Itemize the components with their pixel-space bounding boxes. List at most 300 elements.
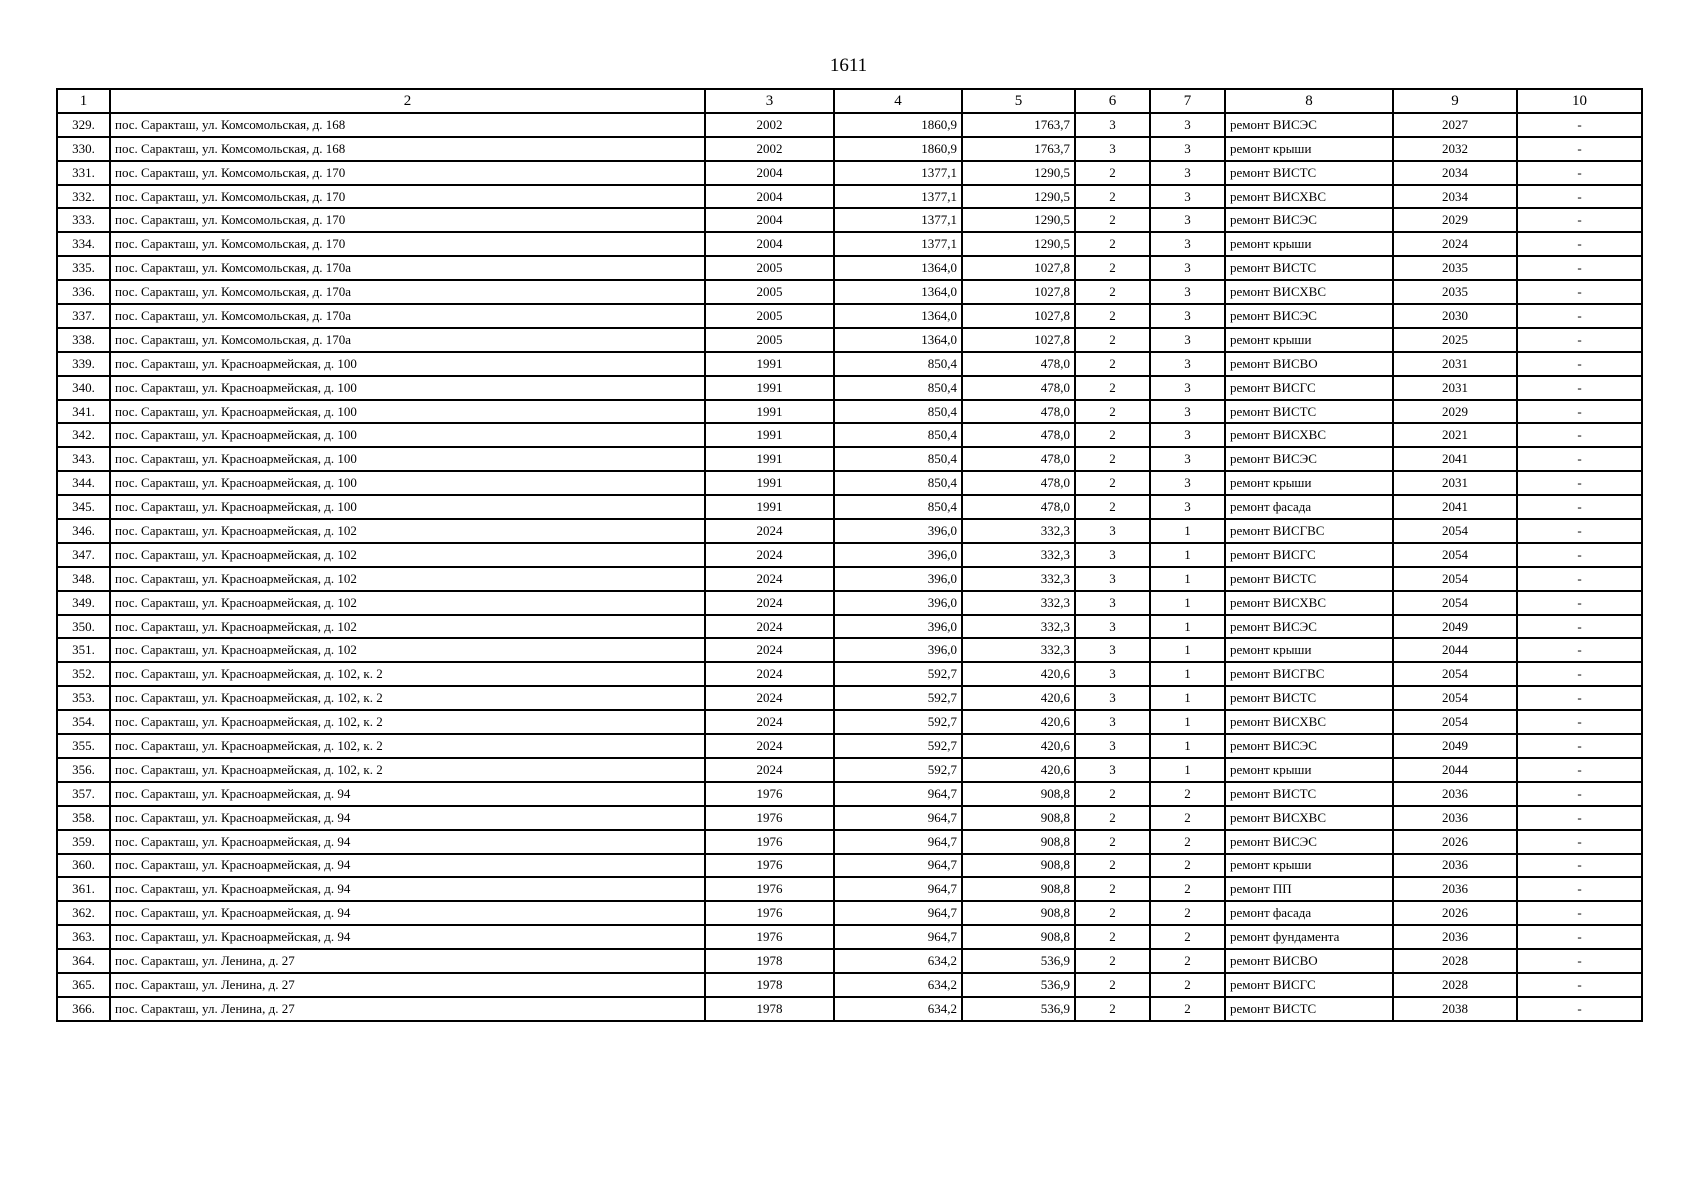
column-header-1: 1 bbox=[57, 89, 110, 113]
address-cell: пос. Саракташ, ул. Красноармейская, д. 100 bbox=[110, 376, 705, 400]
table-row bbox=[57, 901, 1642, 925]
note-cell: - bbox=[1517, 901, 1642, 925]
total-area-cell: 964,7 bbox=[834, 854, 962, 878]
planned-year-cell: 2034 bbox=[1393, 161, 1517, 185]
year-built-cell: 1991 bbox=[705, 352, 834, 376]
row-number-cell: 350. bbox=[57, 615, 110, 639]
planned-year-cell: 2024 bbox=[1393, 232, 1517, 256]
table-row bbox=[57, 423, 1642, 447]
table-row bbox=[57, 352, 1642, 376]
entrances-cell: 3 bbox=[1150, 376, 1225, 400]
floors-cell: 3 bbox=[1075, 734, 1150, 758]
total-area-cell: 634,2 bbox=[834, 997, 962, 1021]
total-area-cell: 850,4 bbox=[834, 471, 962, 495]
table-row bbox=[57, 782, 1642, 806]
year-built-cell: 1991 bbox=[705, 423, 834, 447]
work-type-cell: ремонт ВИСВО bbox=[1225, 949, 1393, 973]
planned-year-cell: 2036 bbox=[1393, 925, 1517, 949]
table-row bbox=[57, 662, 1642, 686]
floors-cell: 2 bbox=[1075, 877, 1150, 901]
note-cell: - bbox=[1517, 662, 1642, 686]
note-cell: - bbox=[1517, 615, 1642, 639]
living-area-cell: 478,0 bbox=[962, 495, 1075, 519]
year-built-cell: 1976 bbox=[705, 925, 834, 949]
note-cell: - bbox=[1517, 997, 1642, 1021]
work-type-cell: ремонт ВИСГС bbox=[1225, 376, 1393, 400]
living-area-cell: 1027,8 bbox=[962, 304, 1075, 328]
note-cell: - bbox=[1517, 782, 1642, 806]
work-type-cell: ремонт ВИСХВС bbox=[1225, 185, 1393, 209]
entrances-cell: 3 bbox=[1150, 471, 1225, 495]
entrances-cell: 3 bbox=[1150, 137, 1225, 161]
entrances-cell: 1 bbox=[1150, 615, 1225, 639]
floors-cell: 3 bbox=[1075, 519, 1150, 543]
living-area-cell: 332,3 bbox=[962, 519, 1075, 543]
work-type-cell: ремонт ВИСХВС bbox=[1225, 710, 1393, 734]
living-area-cell: 420,6 bbox=[962, 686, 1075, 710]
entrances-cell: 3 bbox=[1150, 161, 1225, 185]
column-header-2: 2 bbox=[110, 89, 705, 113]
floors-cell: 3 bbox=[1075, 113, 1150, 137]
address-cell: пос. Саракташ, ул. Красноармейская, д. 94 bbox=[110, 806, 705, 830]
address-cell: пос. Саракташ, ул. Красноармейская, д. 102, к. 2 bbox=[110, 710, 705, 734]
table-row bbox=[57, 973, 1642, 997]
entrances-cell: 3 bbox=[1150, 280, 1225, 304]
planned-year-cell: 2054 bbox=[1393, 710, 1517, 734]
address-cell: пос. Саракташ, ул. Комсомольская, д. 170а bbox=[110, 256, 705, 280]
entrances-cell: 3 bbox=[1150, 423, 1225, 447]
total-area-cell: 396,0 bbox=[834, 638, 962, 662]
planned-year-cell: 2028 bbox=[1393, 973, 1517, 997]
row-number-cell: 342. bbox=[57, 423, 110, 447]
row-number-cell: 338. bbox=[57, 328, 110, 352]
year-built-cell: 2024 bbox=[705, 638, 834, 662]
table-row bbox=[57, 471, 1642, 495]
entrances-cell: 2 bbox=[1150, 854, 1225, 878]
living-area-cell: 332,3 bbox=[962, 567, 1075, 591]
row-number-cell: 366. bbox=[57, 997, 110, 1021]
entrances-cell: 3 bbox=[1150, 328, 1225, 352]
note-cell: - bbox=[1517, 376, 1642, 400]
planned-year-cell: 2049 bbox=[1393, 734, 1517, 758]
row-number-cell: 352. bbox=[57, 662, 110, 686]
address-cell: пос. Саракташ, ул. Красноармейская, д. 102 bbox=[110, 638, 705, 662]
year-built-cell: 2002 bbox=[705, 113, 834, 137]
year-built-cell: 2024 bbox=[705, 519, 834, 543]
work-type-cell: ремонт ВИСХВС bbox=[1225, 423, 1393, 447]
living-area-cell: 332,3 bbox=[962, 615, 1075, 639]
column-header-5: 5 bbox=[962, 89, 1075, 113]
note-cell: - bbox=[1517, 256, 1642, 280]
address-cell: пос. Саракташ, ул. Красноармейская, д. 102 bbox=[110, 567, 705, 591]
note-cell: - bbox=[1517, 519, 1642, 543]
planned-year-cell: 2035 bbox=[1393, 280, 1517, 304]
year-built-cell: 1991 bbox=[705, 400, 834, 424]
address-cell: пос. Саракташ, ул. Красноармейская, д. 100 bbox=[110, 423, 705, 447]
year-built-cell: 2024 bbox=[705, 615, 834, 639]
row-number-cell: 344. bbox=[57, 471, 110, 495]
address-cell: пос. Саракташ, ул. Ленина, д. 27 bbox=[110, 997, 705, 1021]
address-cell: пос. Саракташ, ул. Красноармейская, д. 102 bbox=[110, 543, 705, 567]
planned-year-cell: 2054 bbox=[1393, 591, 1517, 615]
work-type-cell: ремонт ВИСЭС bbox=[1225, 615, 1393, 639]
note-cell: - bbox=[1517, 591, 1642, 615]
floors-cell: 2 bbox=[1075, 949, 1150, 973]
total-area-cell: 850,4 bbox=[834, 352, 962, 376]
total-area-cell: 1364,0 bbox=[834, 256, 962, 280]
note-cell: - bbox=[1517, 830, 1642, 854]
note-cell: - bbox=[1517, 352, 1642, 376]
work-type-cell: ремонт крыши bbox=[1225, 638, 1393, 662]
row-number-cell: 364. bbox=[57, 949, 110, 973]
living-area-cell: 536,9 bbox=[962, 997, 1075, 1021]
note-cell: - bbox=[1517, 304, 1642, 328]
floors-cell: 2 bbox=[1075, 400, 1150, 424]
year-built-cell: 2004 bbox=[705, 208, 834, 232]
year-built-cell: 1978 bbox=[705, 949, 834, 973]
year-built-cell: 1976 bbox=[705, 854, 834, 878]
table-row bbox=[57, 447, 1642, 471]
work-type-cell: ремонт крыши bbox=[1225, 758, 1393, 782]
row-number-cell: 330. bbox=[57, 137, 110, 161]
year-built-cell: 2024 bbox=[705, 758, 834, 782]
address-cell: пос. Саракташ, ул. Красноармейская, д. 102, к. 2 bbox=[110, 734, 705, 758]
entrances-cell: 3 bbox=[1150, 208, 1225, 232]
total-area-cell: 850,4 bbox=[834, 423, 962, 447]
total-area-cell: 1377,1 bbox=[834, 185, 962, 209]
work-type-cell: ремонт ВИСХВС bbox=[1225, 280, 1393, 304]
note-cell: - bbox=[1517, 734, 1642, 758]
year-built-cell: 2024 bbox=[705, 662, 834, 686]
address-cell: пос. Саракташ, ул. Красноармейская, д. 100 bbox=[110, 495, 705, 519]
table-row bbox=[57, 949, 1642, 973]
work-type-cell: ремонт ВИСГВС bbox=[1225, 519, 1393, 543]
address-cell: пос. Саракташ, ул. Красноармейская, д. 100 bbox=[110, 352, 705, 376]
work-type-cell: ремонт ВИСЭС bbox=[1225, 304, 1393, 328]
work-type-cell: ремонт ВИСТС bbox=[1225, 782, 1393, 806]
planned-year-cell: 2032 bbox=[1393, 137, 1517, 161]
total-area-cell: 592,7 bbox=[834, 686, 962, 710]
living-area-cell: 478,0 bbox=[962, 423, 1075, 447]
planned-year-cell: 2036 bbox=[1393, 854, 1517, 878]
work-type-cell: ремонт ВИСЭС bbox=[1225, 447, 1393, 471]
row-number-cell: 363. bbox=[57, 925, 110, 949]
row-number-cell: 359. bbox=[57, 830, 110, 854]
planned-year-cell: 2038 bbox=[1393, 997, 1517, 1021]
note-cell: - bbox=[1517, 400, 1642, 424]
row-number-cell: 354. bbox=[57, 710, 110, 734]
living-area-cell: 478,0 bbox=[962, 400, 1075, 424]
floors-cell: 2 bbox=[1075, 256, 1150, 280]
note-cell: - bbox=[1517, 806, 1642, 830]
row-number-cell: 360. bbox=[57, 854, 110, 878]
address-cell: пос. Саракташ, ул. Красноармейская, д. 102, к. 2 bbox=[110, 662, 705, 686]
table-row bbox=[57, 734, 1642, 758]
year-built-cell: 1976 bbox=[705, 830, 834, 854]
year-built-cell: 1976 bbox=[705, 806, 834, 830]
planned-year-cell: 2030 bbox=[1393, 304, 1517, 328]
year-built-cell: 1976 bbox=[705, 901, 834, 925]
entrances-cell: 3 bbox=[1150, 352, 1225, 376]
entrances-cell: 2 bbox=[1150, 782, 1225, 806]
row-number-cell: 357. bbox=[57, 782, 110, 806]
note-cell: - bbox=[1517, 686, 1642, 710]
planned-year-cell: 2036 bbox=[1393, 806, 1517, 830]
living-area-cell: 908,8 bbox=[962, 830, 1075, 854]
floors-cell: 3 bbox=[1075, 710, 1150, 734]
work-type-cell: ремонт крыши bbox=[1225, 471, 1393, 495]
table-row bbox=[57, 113, 1642, 137]
entrances-cell: 1 bbox=[1150, 710, 1225, 734]
work-type-cell: ремонт ВИСГС bbox=[1225, 543, 1393, 567]
entrances-cell: 2 bbox=[1150, 997, 1225, 1021]
living-area-cell: 332,3 bbox=[962, 591, 1075, 615]
planned-year-cell: 2021 bbox=[1393, 423, 1517, 447]
row-number-cell: 351. bbox=[57, 638, 110, 662]
total-area-cell: 1364,0 bbox=[834, 280, 962, 304]
year-built-cell: 1991 bbox=[705, 471, 834, 495]
row-number-cell: 333. bbox=[57, 208, 110, 232]
total-area-cell: 634,2 bbox=[834, 973, 962, 997]
floors-cell: 3 bbox=[1075, 567, 1150, 591]
planned-year-cell: 2031 bbox=[1393, 352, 1517, 376]
table-row bbox=[57, 925, 1642, 949]
table-row bbox=[57, 997, 1642, 1021]
note-cell: - bbox=[1517, 471, 1642, 495]
year-built-cell: 2024 bbox=[705, 710, 834, 734]
year-built-cell: 2005 bbox=[705, 304, 834, 328]
planned-year-cell: 2034 bbox=[1393, 185, 1517, 209]
entrances-cell: 3 bbox=[1150, 232, 1225, 256]
living-area-cell: 1290,5 bbox=[962, 232, 1075, 256]
planned-year-cell: 2027 bbox=[1393, 113, 1517, 137]
total-area-cell: 1364,0 bbox=[834, 304, 962, 328]
note-cell: - bbox=[1517, 638, 1642, 662]
work-type-cell: ремонт ВИСЭС bbox=[1225, 830, 1393, 854]
living-area-cell: 1027,8 bbox=[962, 280, 1075, 304]
address-cell: пос. Саракташ, ул. Комсомольская, д. 170 bbox=[110, 232, 705, 256]
entrances-cell: 3 bbox=[1150, 185, 1225, 209]
year-built-cell: 1976 bbox=[705, 782, 834, 806]
table-row bbox=[57, 686, 1642, 710]
work-type-cell: ремонт ВИСТС bbox=[1225, 161, 1393, 185]
work-type-cell: ремонт ВИСЭС bbox=[1225, 113, 1393, 137]
total-area-cell: 592,7 bbox=[834, 662, 962, 686]
address-cell: пос. Саракташ, ул. Ленина, д. 27 bbox=[110, 949, 705, 973]
table-row bbox=[57, 376, 1642, 400]
work-type-cell: ремонт ВИСГВС bbox=[1225, 662, 1393, 686]
note-cell: - bbox=[1517, 877, 1642, 901]
total-area-cell: 850,4 bbox=[834, 447, 962, 471]
floors-cell: 2 bbox=[1075, 925, 1150, 949]
work-type-cell: ремонт ВИСТС bbox=[1225, 686, 1393, 710]
living-area-cell: 420,6 bbox=[962, 758, 1075, 782]
note-cell: - bbox=[1517, 447, 1642, 471]
entrances-cell: 2 bbox=[1150, 973, 1225, 997]
note-cell: - bbox=[1517, 710, 1642, 734]
table-row bbox=[57, 400, 1642, 424]
planned-year-cell: 2028 bbox=[1393, 949, 1517, 973]
address-cell: пос. Саракташ, ул. Красноармейская, д. 94 bbox=[110, 901, 705, 925]
living-area-cell: 420,6 bbox=[962, 734, 1075, 758]
living-area-cell: 908,8 bbox=[962, 901, 1075, 925]
address-cell: пос. Саракташ, ул. Красноармейская, д. 94 bbox=[110, 782, 705, 806]
floors-cell: 2 bbox=[1075, 997, 1150, 1021]
floors-cell: 3 bbox=[1075, 662, 1150, 686]
table-row bbox=[57, 615, 1642, 639]
table-row bbox=[57, 519, 1642, 543]
table-row bbox=[57, 161, 1642, 185]
floors-cell: 2 bbox=[1075, 376, 1150, 400]
year-built-cell: 2004 bbox=[705, 232, 834, 256]
table-row bbox=[57, 543, 1642, 567]
living-area-cell: 1290,5 bbox=[962, 161, 1075, 185]
year-built-cell: 2024 bbox=[705, 591, 834, 615]
table-row bbox=[57, 806, 1642, 830]
table-row bbox=[57, 877, 1642, 901]
total-area-cell: 850,4 bbox=[834, 495, 962, 519]
living-area-cell: 478,0 bbox=[962, 447, 1075, 471]
entrances-cell: 1 bbox=[1150, 734, 1225, 758]
column-header-9: 9 bbox=[1393, 89, 1517, 113]
floors-cell: 3 bbox=[1075, 543, 1150, 567]
entrances-cell: 2 bbox=[1150, 830, 1225, 854]
address-cell: пос. Саракташ, ул. Красноармейская, д. 102 bbox=[110, 519, 705, 543]
living-area-cell: 478,0 bbox=[962, 471, 1075, 495]
column-header-6: 6 bbox=[1075, 89, 1150, 113]
total-area-cell: 1364,0 bbox=[834, 328, 962, 352]
work-type-cell: ремонт ВИСХВС bbox=[1225, 591, 1393, 615]
entrances-cell: 1 bbox=[1150, 662, 1225, 686]
entrances-cell: 2 bbox=[1150, 901, 1225, 925]
table-row bbox=[57, 830, 1642, 854]
work-type-cell: ремонт ВИСТС bbox=[1225, 400, 1393, 424]
entrances-cell: 1 bbox=[1150, 591, 1225, 615]
floors-cell: 2 bbox=[1075, 901, 1150, 925]
year-built-cell: 2024 bbox=[705, 543, 834, 567]
column-header-10: 10 bbox=[1517, 89, 1642, 113]
entrances-cell: 1 bbox=[1150, 758, 1225, 782]
note-cell: - bbox=[1517, 113, 1642, 137]
total-area-cell: 850,4 bbox=[834, 376, 962, 400]
floors-cell: 2 bbox=[1075, 495, 1150, 519]
entrances-cell: 3 bbox=[1150, 256, 1225, 280]
total-area-cell: 396,0 bbox=[834, 519, 962, 543]
row-number-cell: 339. bbox=[57, 352, 110, 376]
planned-year-cell: 2029 bbox=[1393, 208, 1517, 232]
floors-cell: 3 bbox=[1075, 591, 1150, 615]
total-area-cell: 850,4 bbox=[834, 400, 962, 424]
living-area-cell: 478,0 bbox=[962, 376, 1075, 400]
table-row bbox=[57, 495, 1642, 519]
planned-year-cell: 2054 bbox=[1393, 662, 1517, 686]
year-built-cell: 1976 bbox=[705, 877, 834, 901]
living-area-cell: 420,6 bbox=[962, 710, 1075, 734]
floors-cell: 2 bbox=[1075, 161, 1150, 185]
work-type-cell: ремонт крыши bbox=[1225, 854, 1393, 878]
row-number-cell: 346. bbox=[57, 519, 110, 543]
living-area-cell: 478,0 bbox=[962, 352, 1075, 376]
floors-cell: 2 bbox=[1075, 830, 1150, 854]
planned-year-cell: 2041 bbox=[1393, 447, 1517, 471]
entrances-cell: 1 bbox=[1150, 686, 1225, 710]
entrances-cell: 2 bbox=[1150, 877, 1225, 901]
living-area-cell: 1027,8 bbox=[962, 328, 1075, 352]
row-number-cell: 334. bbox=[57, 232, 110, 256]
floors-cell: 2 bbox=[1075, 232, 1150, 256]
repair-schedule-table bbox=[56, 88, 1643, 1022]
planned-year-cell: 2035 bbox=[1393, 256, 1517, 280]
year-built-cell: 1978 bbox=[705, 997, 834, 1021]
entrances-cell: 1 bbox=[1150, 638, 1225, 662]
floors-cell: 2 bbox=[1075, 352, 1150, 376]
total-area-cell: 1377,1 bbox=[834, 161, 962, 185]
note-cell: - bbox=[1517, 328, 1642, 352]
table-row bbox=[57, 137, 1642, 161]
living-area-cell: 908,8 bbox=[962, 782, 1075, 806]
total-area-cell: 964,7 bbox=[834, 925, 962, 949]
row-number-cell: 331. bbox=[57, 161, 110, 185]
floors-cell: 3 bbox=[1075, 638, 1150, 662]
table-row bbox=[57, 567, 1642, 591]
total-area-cell: 964,7 bbox=[834, 877, 962, 901]
address-cell: пос. Саракташ, ул. Комсомольская, д. 168 bbox=[110, 113, 705, 137]
floors-cell: 2 bbox=[1075, 447, 1150, 471]
note-cell: - bbox=[1517, 423, 1642, 447]
year-built-cell: 2024 bbox=[705, 686, 834, 710]
year-built-cell: 2002 bbox=[705, 137, 834, 161]
row-number-cell: 353. bbox=[57, 686, 110, 710]
row-number-cell: 362. bbox=[57, 901, 110, 925]
total-area-cell: 396,0 bbox=[834, 543, 962, 567]
living-area-cell: 908,8 bbox=[962, 806, 1075, 830]
work-type-cell: ремонт фасада bbox=[1225, 901, 1393, 925]
entrances-cell: 3 bbox=[1150, 304, 1225, 328]
floors-cell: 2 bbox=[1075, 782, 1150, 806]
year-built-cell: 2004 bbox=[705, 161, 834, 185]
table-row bbox=[57, 328, 1642, 352]
entrances-cell: 3 bbox=[1150, 495, 1225, 519]
row-number-cell: 336. bbox=[57, 280, 110, 304]
floors-cell: 2 bbox=[1075, 973, 1150, 997]
work-type-cell: ремонт ВИСТС bbox=[1225, 997, 1393, 1021]
total-area-cell: 592,7 bbox=[834, 758, 962, 782]
row-number-cell: 356. bbox=[57, 758, 110, 782]
note-cell: - bbox=[1517, 208, 1642, 232]
table-row bbox=[57, 854, 1642, 878]
address-cell: пос. Саракташ, ул. Красноармейская, д. 100 bbox=[110, 400, 705, 424]
column-header-7: 7 bbox=[1150, 89, 1225, 113]
row-number-cell: 348. bbox=[57, 567, 110, 591]
floors-cell: 2 bbox=[1075, 208, 1150, 232]
living-area-cell: 908,8 bbox=[962, 854, 1075, 878]
floors-cell: 2 bbox=[1075, 304, 1150, 328]
entrances-cell: 2 bbox=[1150, 806, 1225, 830]
planned-year-cell: 2044 bbox=[1393, 638, 1517, 662]
row-number-cell: 341. bbox=[57, 400, 110, 424]
floors-cell: 2 bbox=[1075, 280, 1150, 304]
total-area-cell: 1860,9 bbox=[834, 137, 962, 161]
note-cell: - bbox=[1517, 495, 1642, 519]
living-area-cell: 1290,5 bbox=[962, 185, 1075, 209]
note-cell: - bbox=[1517, 232, 1642, 256]
planned-year-cell: 2054 bbox=[1393, 519, 1517, 543]
entrances-cell: 1 bbox=[1150, 543, 1225, 567]
row-number-cell: 365. bbox=[57, 973, 110, 997]
note-cell: - bbox=[1517, 543, 1642, 567]
work-type-cell: ремонт ПП bbox=[1225, 877, 1393, 901]
table-row bbox=[57, 232, 1642, 256]
